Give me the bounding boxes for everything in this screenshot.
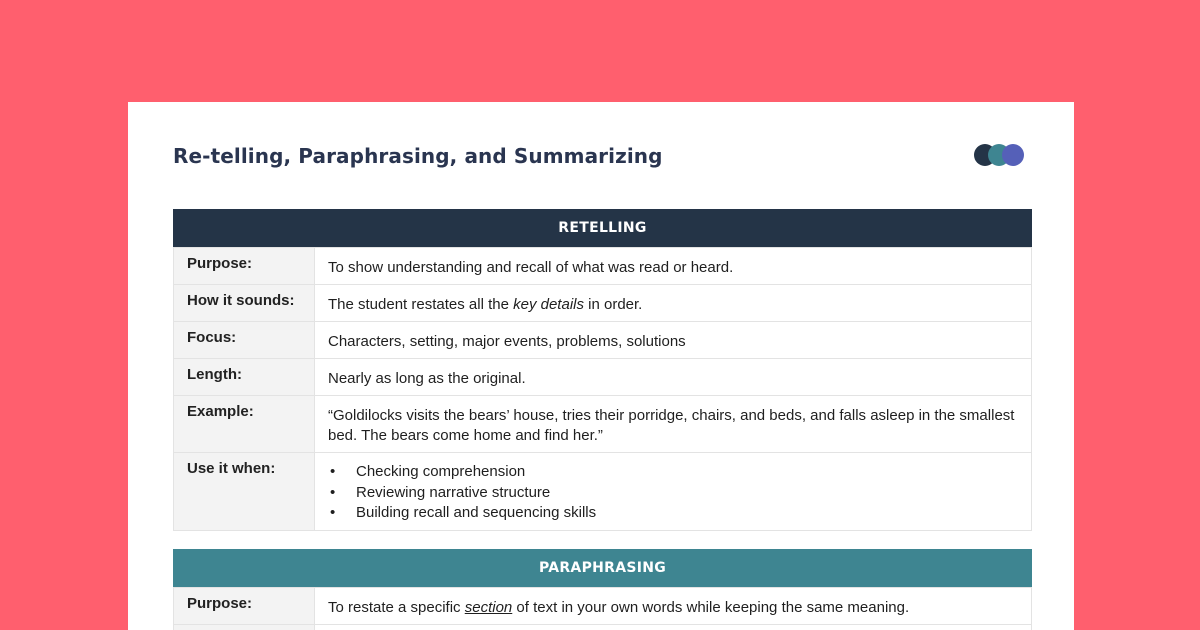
list-item: • Checking comprehension xyxy=(328,462,1019,483)
focus-label: Focus: xyxy=(174,322,315,359)
paraphrasing-section xyxy=(173,549,1032,630)
retelling-header: RETELLING xyxy=(173,209,1032,247)
purpose-value: To show understanding and recall of what was read or heard. xyxy=(315,248,1032,285)
list-item: • Reviewing narrative structure xyxy=(328,483,1019,504)
use-it-when-label: Use it when: xyxy=(174,453,315,531)
example-label: Example: xyxy=(174,396,315,453)
retelling-table xyxy=(173,247,1032,531)
table-row xyxy=(174,285,1032,322)
example-value: “Goldilocks visits the bears’ house, tries their porridge, chairs, and beds, and falls asleep in the smallest bed. The bears come home and find her.” xyxy=(315,396,1032,453)
emphasis-text: section xyxy=(464,599,513,616)
row-label xyxy=(174,625,315,630)
how-it-sounds-value: The student restates all the key details in order. xyxy=(315,285,1032,322)
retelling-section xyxy=(173,209,1032,531)
table-row xyxy=(174,396,1032,453)
emphasis-text: key details xyxy=(513,296,584,313)
purpose-value: To restate a specific section of text in your own words while keeping the same meaning. xyxy=(315,588,1032,625)
focus-value: Characters, setting, major events, problems, solutions xyxy=(315,322,1032,359)
length-label: Length: xyxy=(174,359,315,396)
length-value: Nearly as long as the original. xyxy=(315,359,1032,396)
how-it-sounds-label: How it sounds: xyxy=(174,285,315,322)
brand-dot-indigo xyxy=(1002,144,1024,166)
brand-dots-logo xyxy=(974,144,1034,168)
table-row xyxy=(174,453,1032,531)
row-value xyxy=(315,625,1032,630)
table-row xyxy=(174,322,1032,359)
table-row xyxy=(174,248,1032,285)
table-row xyxy=(174,625,1032,630)
use-it-when-list xyxy=(328,462,1019,524)
purpose-label: Purpose: xyxy=(174,248,315,285)
table-row xyxy=(174,359,1032,396)
paraphrasing-header: PARAPHRASING xyxy=(173,549,1032,587)
paraphrasing-table xyxy=(173,587,1032,630)
table-row xyxy=(174,588,1032,625)
document-title: Re-telling, Paraphrasing, and Summarizing xyxy=(173,144,663,168)
list-item: • Building recall and sequencing skills xyxy=(328,503,1019,524)
use-it-when-value xyxy=(315,453,1032,531)
worksheet-card xyxy=(128,102,1074,630)
purpose-label: Purpose: xyxy=(174,588,315,625)
